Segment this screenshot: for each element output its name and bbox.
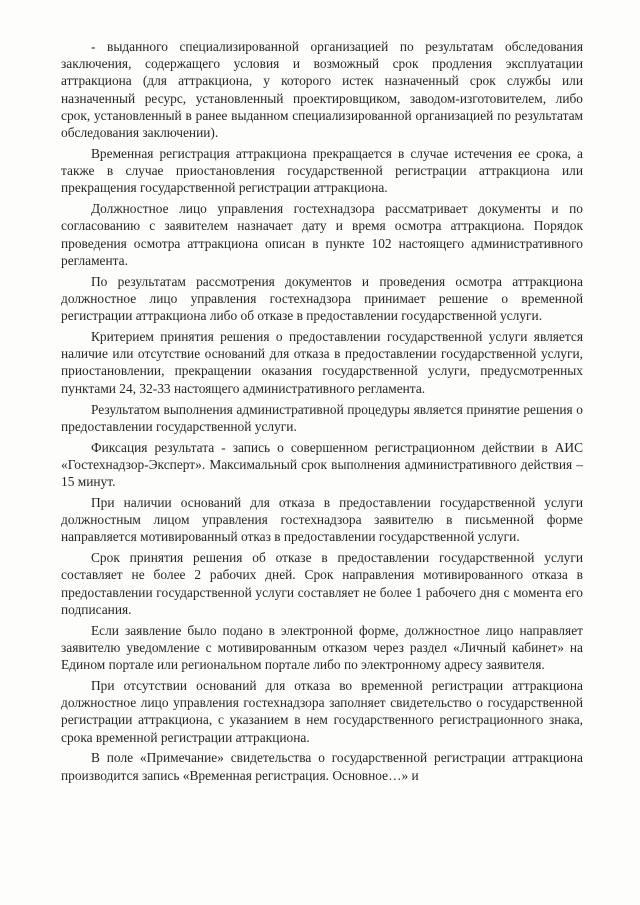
paragraph-note-field-entry: В поле «Примечание» свидетельства о государственной регистрации аттракциона производится запись «Временная регистрация. Основное…» и bbox=[61, 750, 583, 783]
paragraph-result-recording: Фиксация результата - запись о совершенном регистрационном действии в АИС «Гостехнадзор-Эксперт». Максимальный срок выполнения административного действия – 15 минут. bbox=[61, 439, 583, 489]
paragraph-temporary-registration-termination: Временная регистрация аттракциона прекращается в случае истечения ее срока, а также в случае приостановления государственной регистрации аттракциона или прекращения государственной регистрации аттракциона. bbox=[61, 145, 583, 196]
document-body bbox=[61, 38, 583, 788]
paragraph-certificate-completion: При отсутствии оснований для отказа во временной регистрации аттракциона должностное лицо управления гостехнадзора заполняет свидетельство о государственной регистрации аттракциона, с указанием в нем государственного регистрационного знака, срока временной регистрации аттракциона. bbox=[61, 677, 583, 745]
paragraph-inspection-scheduling: Должностное лицо управления гостехнадзора рассматривает документы и по согласованию с заявителем назначает дату и время осмотра аттракциона. Порядок проведения осмотра аттракциона описан в пункте 102 настоящего административного регламента. bbox=[61, 201, 583, 268]
paragraph-expired-term-conclusion: - выданного специализированной организацией по результатам обследования заключения, содержащего условия и возможный срок продления эксплуатации аттракциона (для аттракциона, у которого истек назначенный срок службы или назначенный ресурс, установленный проектировщиком, заводом-изготовителем, либо срок, установленный в ранее выданном специализированной организацией по результатам обследования заключении). bbox=[61, 39, 583, 141]
paragraph-decision-criterion: Критерием принятия решения о предоставлении государственной услуги является наличие или отсутствие оснований для отказа в предоставлении государственной услуги, приостановлении, прекращении оказания государственной услуги, предусмотренных пунктами 24, 32-33 настоящего административного регламента. bbox=[61, 329, 583, 396]
paragraph-procedure-result: Результатом выполнения административной процедуры является принятие решения о предоставлении государственной услуги. bbox=[61, 401, 583, 434]
paragraph-refusal-deadlines: Срок принятия решения об отказе в предоставлении государственной услуги составляет не более 2 рабочих дней. Срок направления мотивированного отказа в предоставлении государственной услуги составляет не более 1 рабочего дня с момента его подписания. bbox=[61, 550, 583, 617]
paragraph-refusal-notification: При наличии оснований для отказа в предоставлении государственной услуги должностным лицом управления гостехнадзора заявителю в письменной форме направляется мотивированный отказ в предоставлении государственной услуги. bbox=[61, 494, 583, 545]
paragraph-decision-after-review: По результатам рассмотрения документов и проведения осмотра аттракциона должностное лицо управления гостехнадзора принимает решение о временной регистрации аттракциона либо об отказе в предоставлении государственной услуги. bbox=[61, 273, 583, 324]
paragraph-electronic-refusal: Если заявление было подано в электронной форме, должностное лицо направляет заявителю уведомление с мотивированным отказом через раздел «Личный кабинет» на Едином портале или региональном портале либо по электронному адресу заявителя. bbox=[61, 622, 583, 673]
